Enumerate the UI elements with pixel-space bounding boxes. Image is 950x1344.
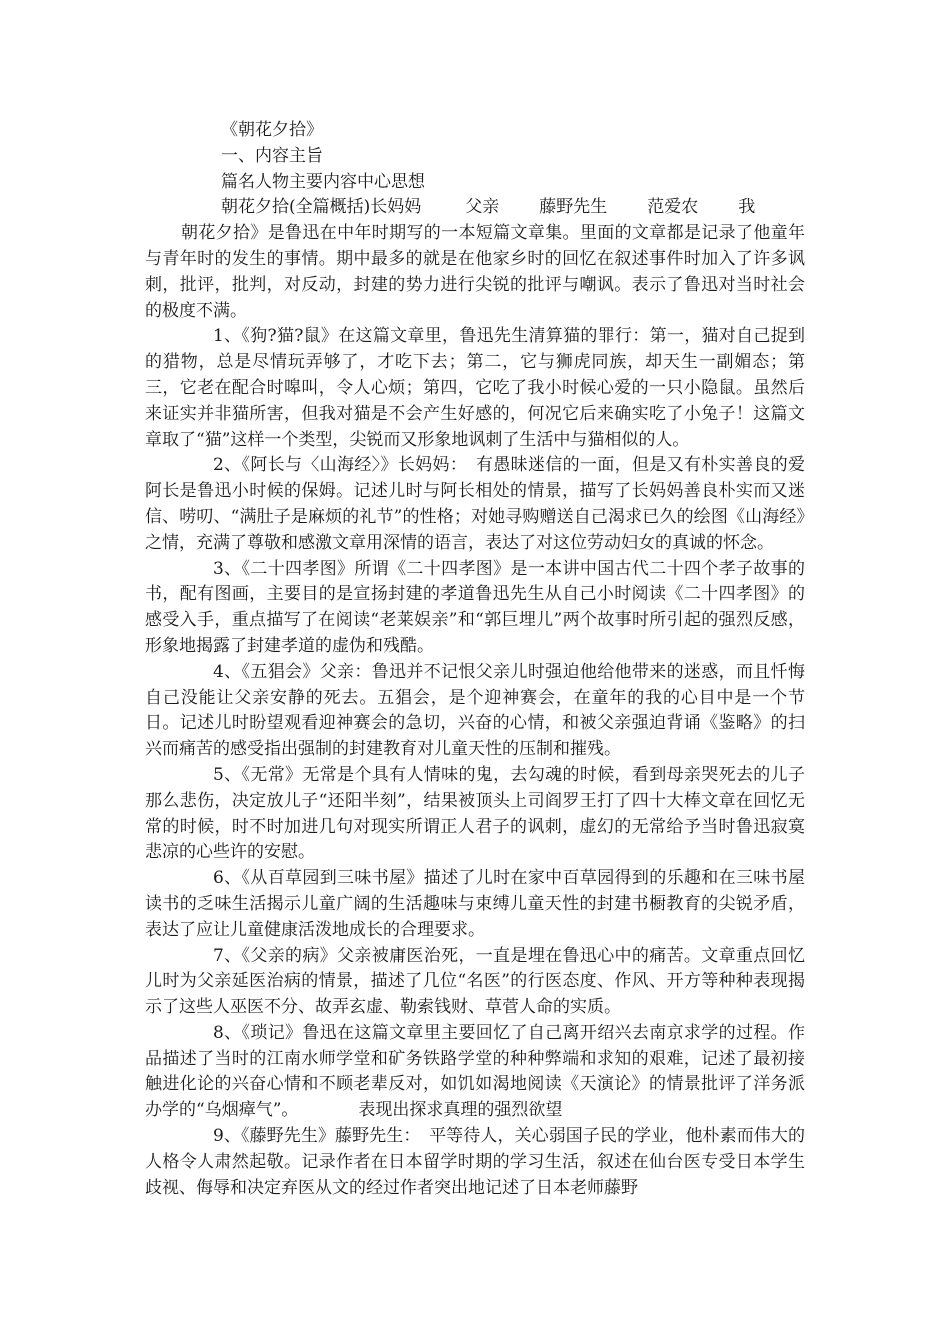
item-paragraph: 9、《藤野先生》藤野先生： 平等待人，关心弱国子民的学业，他朴素而伟大的人格令人肃然起敬。记录作者在日本留学时期的学习生活，叙述在仙台医专受日本学生歧视、侮辱和决定弃医从文的经过作者突出地记述了日本老师藤野 <box>145 1126 805 1198</box>
item-8-tail: 表现出探求真理的强烈欲望 <box>358 1100 563 1121</box>
table-cell-title: 朝花夕拾(全篇概括)长妈妈 <box>221 197 422 218</box>
item-8-text: 8、《琐记》鲁迅在这篇文章里主要回忆了自己离开绍兴去南京求学的过程。作品描述了当时的江南水师学堂和矿务铁路学堂的种种弊端和求知的艰难，记述了最初接触进化论的兴奋心情和不顾老辈反对，如饥如渴地阅读《天演论》的情景批评了洋务派办学的“乌烟瘴气”。 <box>145 1022 805 1121</box>
item-paragraph: 1、《狗?猫?鼠》在这篇文章里，鲁迅先生清算猫的罪行：第一，猫对自己捉到的猎物，总是尽情玩弄够了，才吃下去；第二，它与狮虎同族，却天生一副媚态；第三，它老在配合时嗥叫，令人心烦；第四，它吃了我小时候心爱的一只小隐鼠。虽然后来证实并非猫所害，但我对猫是不会产生好感的，何况它后来确实吃了小兔子！这篇文章取了“猫”这样一个类型，尖锐而又形象地讽刺了生活中与猫相似的人。 <box>145 326 805 450</box>
section-heading: 一、内容主旨 <box>221 145 323 166</box>
document-title: 《朝花夕拾》 <box>221 120 323 140</box>
item-paragraph: 3、《二十四孝图》所谓《二十四孝图》是一本讲中国古代二十四个孝子故事的书，配有图画，主要目的是宣扬封建的孝道鲁迅先生从自己小时阅读《二十四孝图》的感受入手，重点描写了在阅读“老莱娱亲”和“郭巨埋儿”两个故事时所引起的强烈反感，形象地揭露了封建孝道的虚伪和残酷。 <box>145 558 805 656</box>
item-paragraph-8 <box>145 1021 805 1124</box>
table-header: 篇名人物主要内容中心思想 <box>221 171 425 192</box>
intro-paragraph: 朝花夕拾》是鲁迅在中年时期写的一本短篇文章集。里面的文章都是记录了他童年与青年时的发生的事情。期中最多的就是在他家乡时的回忆在叙述事件时加入了许多讽刺，批评，批判，对反动，封建的势力进行尖锐的批评与嘲讽。表示了鲁迅对当时社会的极度不满。 <box>145 223 805 321</box>
document-page <box>145 118 805 1201</box>
table-cell-father: 父亲 <box>465 197 500 218</box>
item-paragraph: 5、《无常》无常是个具有人情味的鬼，去勾魂的时候，看到母亲哭死去的儿子那么悲伤，决定放儿子“还阳半刻”，结果被顶头上司阎罗王打了四十大棒文章在回忆无常的时候，时不时加进几句对现实所谓正人君子的讽刺，虚幻的无常给予当时鲁迅寂寞悲凉的心些许的安慰。 <box>145 764 805 863</box>
item-paragraph: 7、《父亲的病》父亲被庸医治死，一直是埋在鲁迅心中的痛苦。文章重点回忆儿时为父亲延医治病的情景，描述了几位“名医”的行医态度、作风、开方等种种表现揭示了这些人巫医不分、故弄玄虚、勒索钱财、草菅人命的实质。 <box>145 945 805 1018</box>
table-row <box>145 195 805 221</box>
table-cell-fan-ainong: 范爱农 <box>647 197 699 218</box>
item-paragraph: 2、《阿长与〈山海经〉》长妈妈： 有愚昧迷信的一面，但是又有朴实善良的爱阿长是鲁迅小时候的保姆。记述儿时与阿长相处的情景，描写了长妈妈善良朴实而又迷信、唠叨、“满肚子是麻烦的礼节”的性格；对她寻购赠送自己渴求已久的绘图《山海经》之情，充满了尊敬和感激文章用深情的语言，表达了对这位劳动妇女的真诚的怀念。 <box>145 455 805 553</box>
table-cell-fujino: 藤野先生 <box>539 197 608 218</box>
table-cell-me: 我 <box>738 197 756 218</box>
item-paragraph: 4、《五猖会》父亲：鲁迅并不记恨父亲儿时强迫他给他带来的迷惑，而且忏悔自己没能让父亲安静的死去。五猖会，是个迎神赛会，在童年的我的心目中是一个节日。记述儿时盼望观看迎神赛会的急切，兴奋的心情，和被父亲强迫背诵《鉴略》的扫兴而痛苦的感受指出强制的封建教育对儿童天性的压制和摧残。 <box>145 661 805 760</box>
item-paragraph: 6、《从百草园到三味书屋》描述了儿时在家中百草园得到的乐趣和在三味书屋读书的乏味生活揭示儿童广阔的生活趣味与束缚儿童天性的封建书橱教育的尖锐矛盾，表达了应让儿童健康活泼地成长的合理要求。 <box>145 868 805 940</box>
